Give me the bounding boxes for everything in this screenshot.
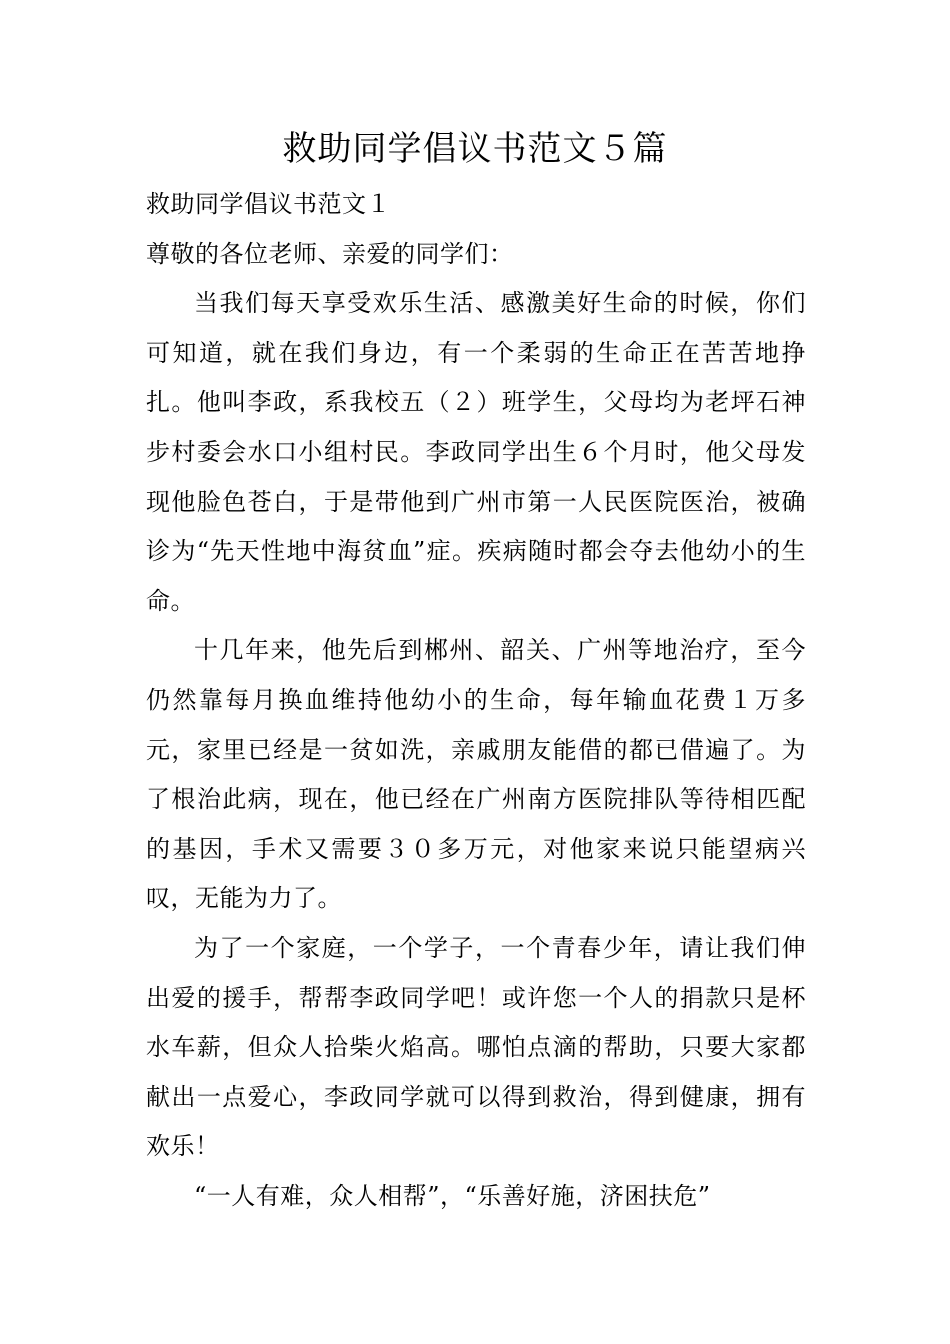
salutation: 尊敬的各位老师、亲爱的同学们： bbox=[146, 239, 514, 268]
document-title: 救助同学倡议书范文５篇 bbox=[282, 129, 668, 169]
paragraph-1: 当我们每天享受欢乐生活、感激美好生命的时候，你们可知道，就在我们身边，有一个柔弱的生命正在苦苦地挣扎。他叫李政，系我校五（２）班学生，父母均为老坪石神步村委会水口小组村民。李政同学出生６个月时，他父母发现他脸色苍白，于是带他到广州市第一人民医院医治，被确诊为“先天性地中海贫血”症。疾病随时都会夺去他幼小的生命。 bbox=[146, 289, 806, 615]
document-body bbox=[146, 180, 806, 1221]
paragraph-4: “一人有难，众人相帮”，“乐善好施，济困扶危” bbox=[194, 1181, 711, 1210]
paragraph-3: 为了一个家庭，一个学子，一个青春少年，请让我们伸出爱的援手，帮帮李政同学吧！或许您一个人的捐款只是杯水车薪，但众人拾柴火焰高。哪怕点滴的帮助，只要大家都献出一点爱心，李政同学就可以得到救治，得到健康，拥有欢乐！ bbox=[146, 933, 806, 1161]
section-heading: 救助同学倡议书范文１ bbox=[146, 190, 391, 218]
paragraph-2: 十几年来，他先后到郴州、韶关、广州等地治疗，至今仍然靠每月换血维持他幼小的生命，每年输血花费１万多元，家里已经是一贫如洗，亲戚朋友能借的都已借遍了。为了根治此病，现在，他已经在广州南方医院排队等待相匹配的基因，手术又需要３０多万元，对他家来说只能望病兴叹，无能为力了。 bbox=[146, 636, 806, 913]
